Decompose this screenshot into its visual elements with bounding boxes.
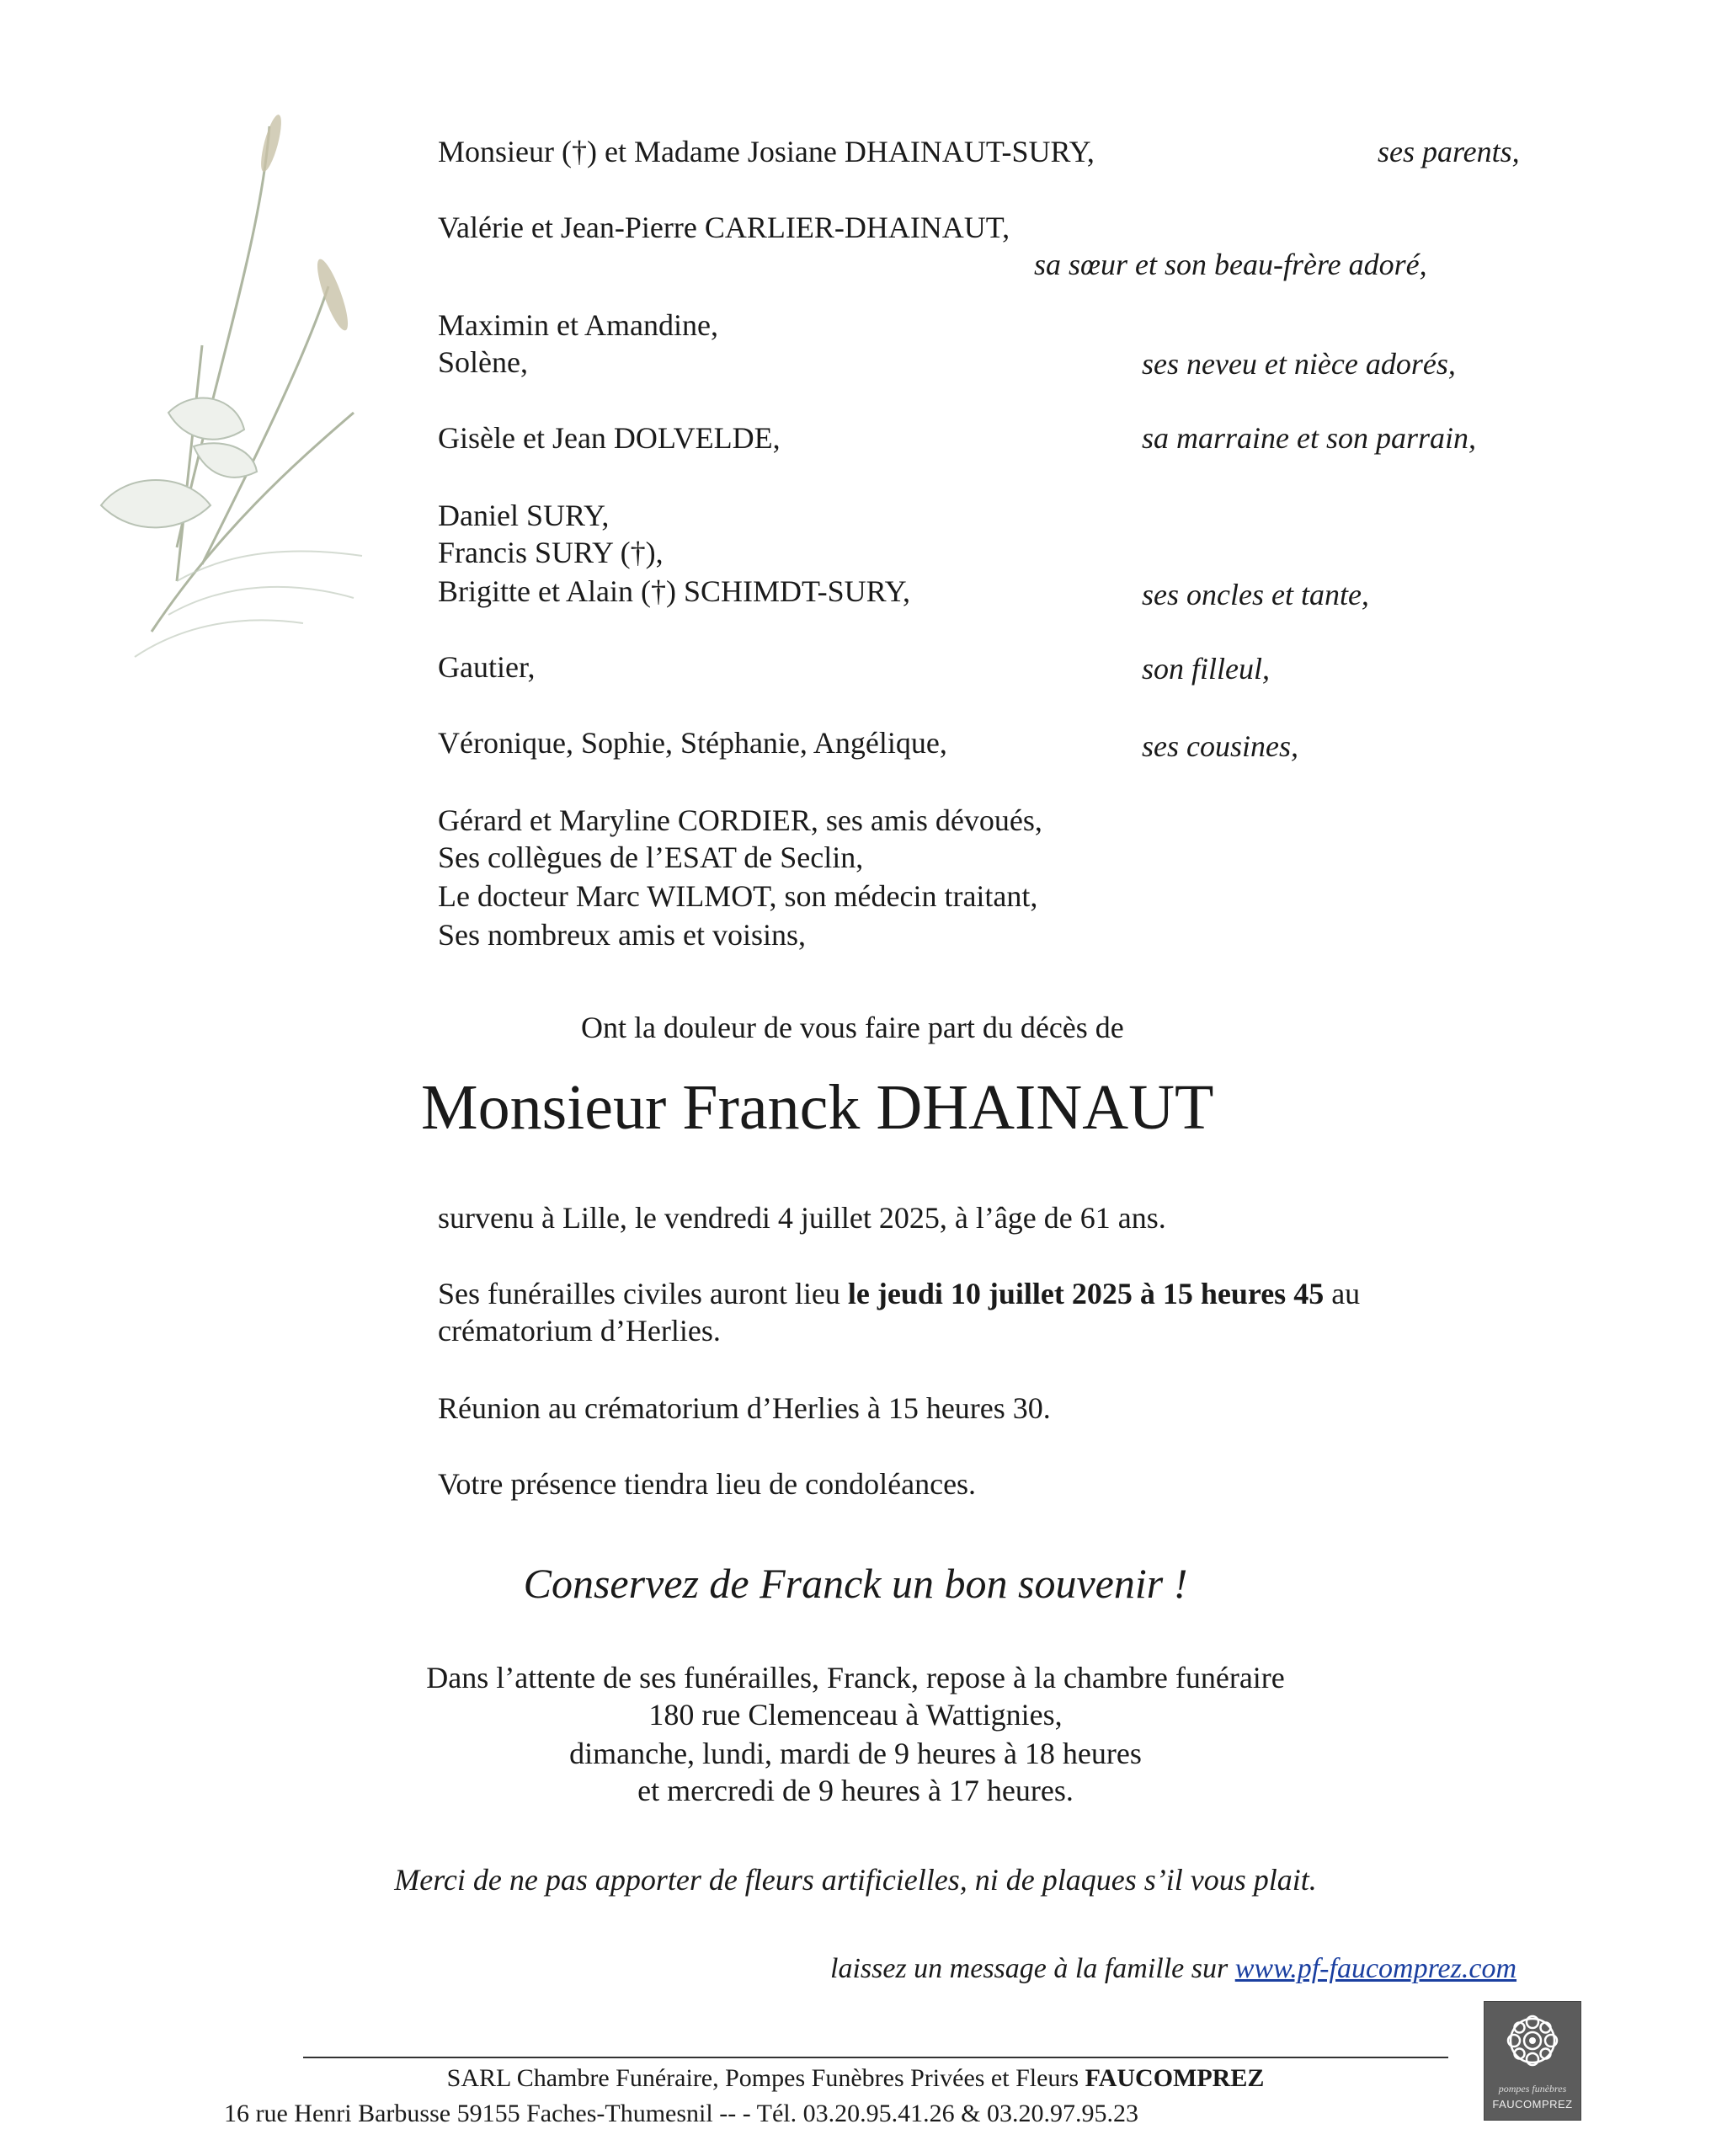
- visitation-line: et mercredi de 9 heures à 17 heures.: [637, 1774, 1074, 1807]
- nephews-relation: ses neveu et nièce adorés,: [1142, 347, 1456, 381]
- meeting-info: Réunion au crématorium d’Herlies à 15 heures 30.: [438, 1391, 1051, 1425]
- friends-line: Gérard et Maryline CORDIER, ses amis dévoués,: [438, 803, 1042, 837]
- visitation-line: Dans l’attente de ses funérailles, Franck, repose à la chambre funéraire: [426, 1661, 1285, 1694]
- funeral-line1: [438, 1275, 1360, 1312]
- nephews-line2: Solène,: [438, 345, 528, 379]
- footer-divider: [303, 2057, 1448, 2058]
- deceased-name: Monsieur Franck DHAINAUT: [421, 1072, 1214, 1143]
- friends-line: Ses nombreux amis et voisins,: [438, 918, 806, 952]
- uncles-relation: ses oncles et tante,: [1142, 578, 1369, 611]
- logo-name: FAUCOMPREZ: [1492, 2098, 1573, 2111]
- sister-names: Valérie et Jean-Pierre CARLIER-DHAINAUT,: [438, 211, 1010, 244]
- uncles-line1: Daniel SURY,: [438, 499, 610, 532]
- uncles-line2: Francis SURY (†),: [438, 536, 664, 569]
- message-text: laissez un message à la famille sur: [830, 1953, 1235, 1984]
- friends-line: Ses collègues de l’ESAT de Seclin,: [438, 841, 864, 874]
- website-link[interactable]: www.pf-faucomprez.com: [1234, 1953, 1517, 1984]
- footer-address: 16 rue Henri Barbusse 59155 Faches-Thumesnil -- - Tél. 03.20.95.41.26 & 03.20.97.95.23: [224, 2100, 1138, 2127]
- visitation-line: 180 rue Clemenceau à Wattignies,: [648, 1698, 1063, 1732]
- godparents-relation: sa marraine et son parrain,: [1142, 421, 1477, 455]
- announcement: Ont la douleur de vous faire part du décès de: [581, 1011, 1124, 1044]
- no-artificial-flowers-note: Merci de ne pas apporter de fleurs artificielles, ni de plaques s’il vous plait.: [394, 1863, 1317, 1897]
- logo-tagline: pompes funèbres: [1498, 2083, 1567, 2095]
- death-info: survenu à Lille, le vendredi 4 juillet 2025, à l’âge de 61 ans.: [438, 1201, 1166, 1235]
- funeral-line2: crématorium d’Herlies.: [438, 1314, 721, 1348]
- funeral-post: au: [1324, 1277, 1361, 1310]
- footer-company-pre: SARL Chambre Funéraire, Pompes Funèbres Privées et Fleurs: [446, 2064, 1085, 2092]
- lily-wheat-illustration: [51, 109, 370, 699]
- faucomprez-logo: [1484, 2001, 1581, 2121]
- parents-relation: ses parents,: [1378, 135, 1520, 168]
- flower-emblem-icon: [1484, 2002, 1580, 2083]
- uncles-line3: Brigitte et Alain (†) SCHIMDT-SURY,: [438, 574, 911, 608]
- message-line: [830, 1951, 1516, 1988]
- cousins-relation: ses cousines,: [1142, 729, 1298, 763]
- funeral-date: le jeudi 10 juillet 2025 à 15 heures 45: [847, 1277, 1325, 1310]
- souvenir-quote: Conservez de Franck un bon souvenir !: [523, 1560, 1188, 1607]
- parents-names: Monsieur (†) et Madame Josiane DHAINAUT-SURY,: [438, 135, 1095, 168]
- nephews-line1: Maximin et Amandine,: [438, 308, 718, 342]
- sister-relation: sa sœur et son beau-frère adoré,: [1034, 248, 1427, 281]
- friends-line: Le docteur Marc WILMOT, son médecin traitant,: [438, 879, 1038, 913]
- visitation-line: dimanche, lundi, mardi de 9 heures à 18 heures: [569, 1737, 1142, 1770]
- godson-names: Gautier,: [438, 650, 536, 684]
- condolences-info: Votre présence tiendra lieu de condoléances.: [438, 1467, 977, 1501]
- footer-company: [0, 2062, 1711, 2095]
- cousins-names: Véronique, Sophie, Stéphanie, Angélique,: [438, 726, 947, 760]
- footer-company-name: FAUCOMPREZ: [1085, 2064, 1265, 2092]
- godparents-names: Gisèle et Jean DOLVELDE,: [438, 421, 781, 455]
- godson-relation: son filleul,: [1142, 652, 1270, 686]
- funeral-pre: Ses funérailles civiles auront lieu: [438, 1277, 848, 1310]
